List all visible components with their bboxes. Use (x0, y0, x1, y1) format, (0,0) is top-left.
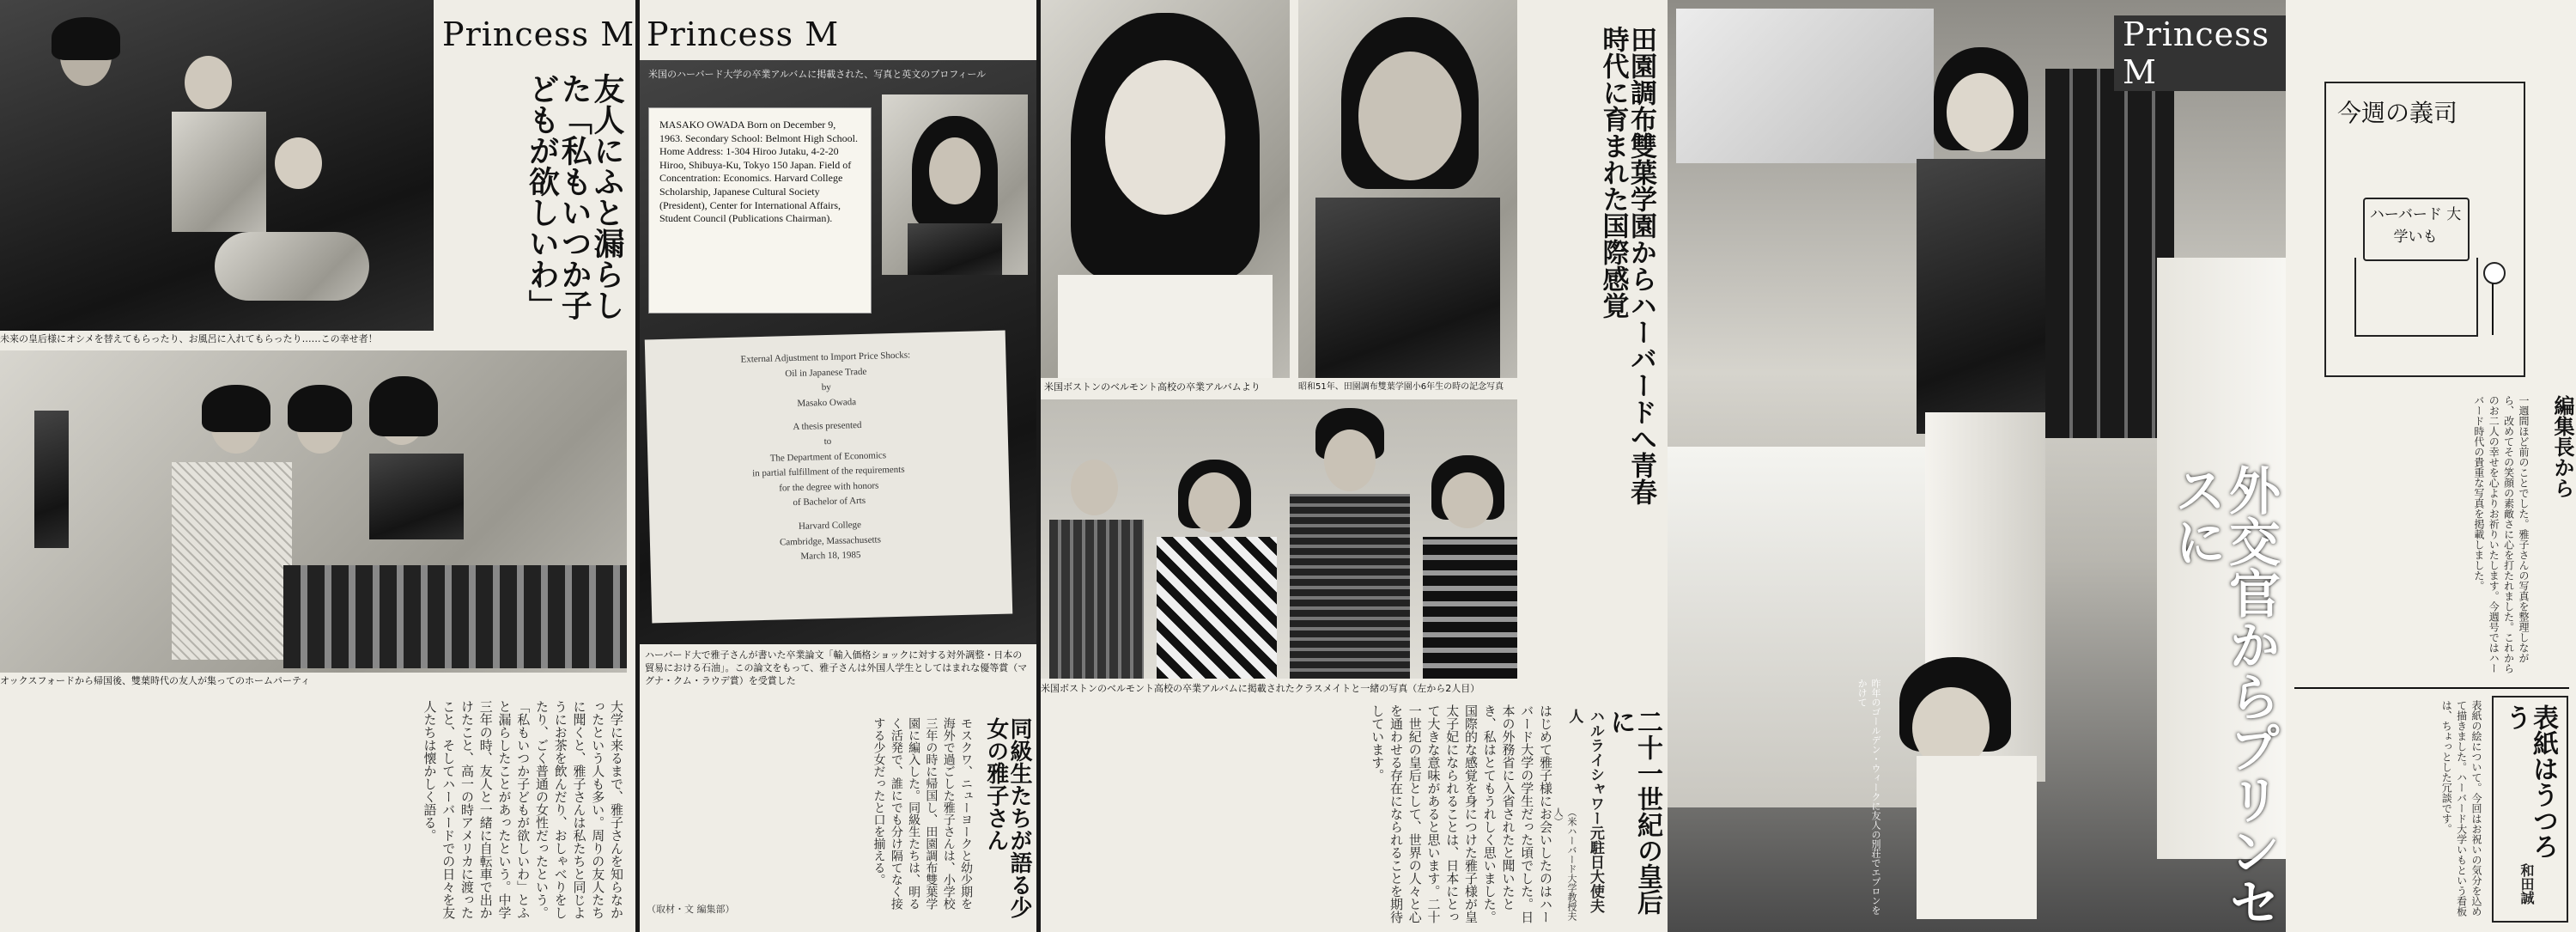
credit: （取材・文 編集部） (647, 904, 735, 915)
photo-figure (1324, 429, 1376, 491)
photo-figure (908, 223, 1002, 275)
photo-figure (1058, 275, 1273, 378)
column-subtitle: 表紙はうつろう (2500, 704, 2558, 859)
photo-figure (202, 385, 270, 432)
page-4 (1668, 0, 2286, 932)
thesis-line: Oil in Japanese Trade (785, 366, 867, 379)
editor-body: 一週間ほど前のことでした。雅子さんの写真を整理しながら、改めてその笑顔の素敵さに心を打たれました。これからのお二人の幸せを心よりお祈りいたします。今週号ではハーバード時代の貴重な写真を掲載しました。 (2472, 395, 2530, 673)
photo-figure (1071, 460, 1118, 515)
headline: 田園調布雙葉学園からハーバードへ青春時代に育まれた国際感覚 (1597, 26, 1656, 505)
headline: 外交官からプリンセスに (2166, 464, 2281, 928)
portrait-photo (882, 94, 1028, 275)
photo-figure (1676, 9, 1934, 163)
profile-card (648, 107, 872, 314)
byline-note: （米ハーバード大学教授夫人） (1552, 807, 1577, 921)
figure-body (2492, 283, 2494, 335)
photo-figure (2045, 69, 2174, 438)
article-body: はじめて雅子様にお会いしたのはハーバード大学の学生だった頃でした。日本の外務省に入省されたと聞いたとき、私はとてもうれしく思いました。国際的な感覚を身につけた雅子様が皇太子妃になられることは、日本にとって大きな意味があると思います。二十一世紀の皇后として、世界の人々と心を通わせる存在になられることを期待しています。 (1370, 704, 1553, 923)
brand-logo: Princess M (2114, 15, 2286, 91)
thesis-line: Masako Owada (797, 396, 857, 409)
photo-figure (288, 385, 352, 432)
photo-figure (1049, 520, 1144, 679)
thesis-line: The Department of Economics (769, 449, 887, 464)
caption-left: 米国ボストンのベルモント高校の卒業アルバムより (1044, 381, 1261, 393)
photo-figure (275, 137, 322, 189)
photo-classmates (1041, 399, 1517, 679)
page-1 (0, 0, 635, 932)
photo-figure (929, 137, 981, 204)
illustration-sign: ハーバード 大学いも (2369, 206, 2462, 246)
caption-right: 昭和51年、田園調布雙葉学園小6年生の時の記念写真 (1298, 382, 1504, 392)
photo-figure (1157, 537, 1277, 679)
photo-album-background (640, 60, 1036, 644)
photo-figure (1423, 537, 1517, 679)
thesis-line: Cambridge, Massachusetts (779, 533, 882, 548)
photo-figure (1917, 756, 2037, 919)
profile-text: MASAKO OWADA Born on December 9, 1963. Secondary School: Belmont High School. Home Address: 1-304 Hiroo Jutaku, 4-2-20 Hiroo, Shibuya-Ku, Tokyo 150 Japan. Field of Concentration: Economics. Harvard College Scholarship, Japanese Cultural Society (President), Center for International Affairs, Student Council (Publications Chairman). (659, 119, 858, 225)
photo-figure (1917, 159, 2054, 434)
photo-figure (1105, 60, 1225, 215)
photo-figure (172, 112, 266, 232)
photo-figure (1315, 198, 1500, 378)
article-body: モスクワ、ニューヨークと幼少期を海外で過ごした雅子さんは、小学校三年の時に帰国し、田園調布雙葉学園に編入した。同級生たちは、明るく活発で、誰にでも分け隔てなく接する少女だったと口を揃える。 (872, 717, 973, 910)
shop-counter (2354, 258, 2478, 337)
thesis-line: to (823, 436, 832, 448)
caption-top: 未来の皇后様にオシメを替えてもらったり、お風呂に入れてもらったり……この幸せ者！ (0, 333, 378, 344)
brand-logo: Princess M (647, 15, 840, 53)
editor-heading: 編集長から (2550, 395, 2575, 498)
photo-figure (283, 565, 627, 668)
photo-figure (1290, 494, 1410, 679)
thesis-line: Harvard College (798, 519, 862, 532)
caption-group: 米国ボストンのベルモント高校の卒業アルバムに掲載されたクラスメイトと一緒の写真（左から2人目） (1041, 683, 1480, 694)
page-3 (1041, 0, 1668, 932)
photo-figure (369, 454, 464, 539)
photo-figure (172, 462, 292, 660)
thesis-line: in partial fulfillment of the requirements (751, 464, 905, 479)
article-body: 大学に来るまで、雅子さんを知らなかったという人も多い。周りの友人たちに聞くと、雅子さんは私たちと同じようにお茶を飲んだり、おしゃべりをしたり、ごく普通の女性だったという。「私もいつか子どもが欲しいわ」とふと漏らしたことがあったという。中学三年の時、友人と一緒に自転車で出かけたこと、高一の時アメリカに渡ったこと、そしてハーバードでの日々を友人たちは懐かしく語る。 (422, 700, 624, 919)
page-2 (640, 0, 1036, 932)
photo-figure (1947, 73, 2014, 152)
photo-home-party (0, 350, 627, 673)
card-caption: 米国のハーバード大学の卒業アルバムに掲載された、写真と英文のプロフィール (648, 69, 987, 80)
photo-figure (1358, 52, 1461, 180)
headline: 友人にふと漏らした「私もいつか子どもが欲しいわ」 (524, 73, 625, 320)
thesis-line: by (821, 382, 831, 393)
photo-figure (185, 56, 232, 109)
photo-caption: 昨年のゴールデン・ウィークに友人の別荘でエプロンをかけて (1856, 679, 1881, 915)
photo-figure (369, 376, 438, 436)
subhead: 同級生たちが語る少女の雅子さん (982, 717, 1032, 918)
photo-figure (215, 232, 369, 301)
caption-bottom: オックスフォードから帰国後、雙葉時代の友人が集ってのホームパーティ (0, 675, 311, 686)
photo-child-portrait (1298, 0, 1517, 378)
subhead: 二十一世紀の皇后に (1605, 709, 1662, 915)
photo-baby-bath (0, 0, 434, 331)
photo-figure (1442, 472, 1493, 528)
thesis-line: of Bachelor of Arts (793, 496, 866, 509)
byline: ハルライシャワー元駐日大使夫人 (1565, 709, 1604, 913)
photo-figure (52, 17, 120, 60)
thesis-caption: ハーバード大で雅子さんが書いた卒業論文「輸入価格ショックに対する対外調整・日本の貿易における石油」。この論文をもって、雅子さんは外国人学生としてはまれな優等賞（マグナ・クム・ラウデ賞）を受賞した (645, 649, 1028, 686)
column-title: 今週の義司 (2337, 99, 2458, 127)
photo-figure (1188, 472, 1240, 533)
photo-figure (34, 411, 69, 548)
column-body: 表紙の絵について。今回はお祝いの気分を込めて描きました。ハーバード大学いもという看板は、ちょっとした冗談です。 (2440, 700, 2482, 917)
divider (2294, 687, 2569, 689)
page-5 (2286, 0, 2576, 932)
thesis-line: March 18, 1985 (800, 550, 861, 563)
thesis-line: for the degree with honors (779, 480, 879, 494)
column-author: 和田誠 (2518, 863, 2535, 905)
brand-logo: Princess M (442, 15, 635, 53)
figure-head (2483, 262, 2506, 284)
thesis-title-page (645, 331, 1012, 624)
photo-highschool-portrait (1041, 0, 1290, 378)
thesis-line: A thesis presented (793, 420, 862, 433)
thesis-line: External Adjustment to Import Price Shocks: (740, 350, 911, 365)
